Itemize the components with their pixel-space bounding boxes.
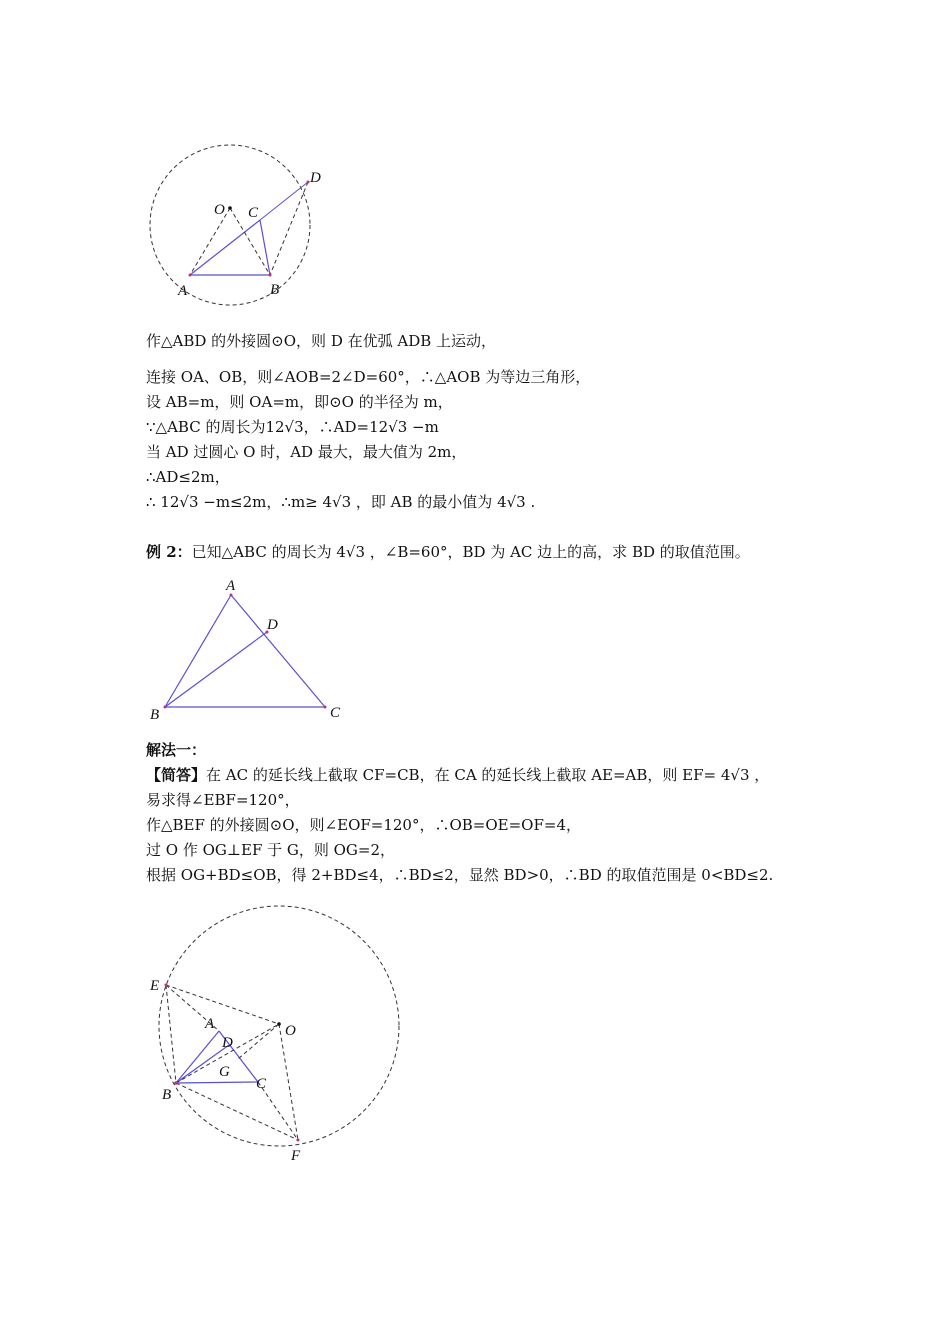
segment-cd <box>260 182 308 220</box>
point-b <box>269 274 272 277</box>
point-a <box>189 274 192 277</box>
point-o <box>277 1022 281 1026</box>
point-e <box>165 984 168 987</box>
segment-eo <box>166 985 279 1024</box>
solution-line-2: 易求得∠EBF=120°， <box>146 791 300 809</box>
text-line-5: 当 AD 过圆心 O 时，AD 最大，最大值为 2m， <box>146 443 467 461</box>
text-line-3: 设 AB=m，则 OA=m，即⊙O 的半径为 m， <box>146 393 453 411</box>
label-g: G <box>219 1064 230 1080</box>
segment-bc <box>176 1082 258 1083</box>
label-b: B <box>162 1087 172 1103</box>
label-o: O <box>285 1023 296 1039</box>
text-line-4: ∵△ABC 的周长为12√3，∴AD=12√3 −m <box>146 418 439 436</box>
segment-bd <box>165 632 267 707</box>
label-c: C <box>330 705 341 721</box>
point-c <box>324 706 327 709</box>
segment-cb <box>260 220 270 275</box>
figure-triangle-abc <box>140 575 360 725</box>
figure-2-svg <box>140 575 360 725</box>
segment-ba <box>165 595 231 707</box>
solution-line-1-text: 在 AC 的延长线上截取 CF=CB，在 CA 的延长线上截取 AE=AB，则 EF= 4√3 ， <box>206 766 770 784</box>
segment-oa <box>190 208 230 275</box>
solution-line-4: 过 O 作 OG⊥EF 于 G，则 OG=2， <box>146 841 396 859</box>
label-d: D <box>222 1035 233 1051</box>
solution-line-5: 根据 OG+BD≤OB，得 2+BD≤4，∴BD≤2，显然 BD>0，∴BD 的取值范围是 0<BD≤2. <box>146 866 774 884</box>
label-a: A <box>178 283 188 299</box>
label-b: B <box>150 707 160 723</box>
example-2-label: 例 2： <box>146 543 192 561</box>
figure-1-svg <box>140 160 340 310</box>
method-title: 解法一： <box>146 741 207 759</box>
point-f <box>297 1139 300 1142</box>
point-b <box>164 706 167 709</box>
label-f: F <box>291 1148 301 1164</box>
segment-ac <box>231 595 325 707</box>
figure-circle-abd <box>140 160 340 310</box>
figure-circle-bef <box>140 895 420 1175</box>
label-o: O <box>214 202 225 218</box>
solution-line-1 <box>146 765 769 785</box>
segment-of <box>279 1024 298 1140</box>
segment-eb <box>166 985 176 1083</box>
label-a: A <box>205 1016 215 1032</box>
label-d: D <box>267 617 278 633</box>
example-2-text: 已知△ABC 的周长为 4√3 ，∠B=60°，BD 为 AC 边上的高，求 BD 的取值范围。 <box>191 543 750 561</box>
text-line-6: ∴AD≤2m， <box>146 468 230 486</box>
solution-line-3: 作△BEF 的外接圆⊙O，则∠EOF=120°，∴OB=OE=OF=4， <box>146 816 581 834</box>
example-2 <box>146 542 750 562</box>
solution-label: 【简答】 <box>146 766 207 784</box>
circumcircle-abd <box>150 145 310 305</box>
label-b: B <box>270 282 280 298</box>
point-o <box>228 206 232 210</box>
segment-db <box>270 182 308 275</box>
label-e: E <box>150 978 160 994</box>
segment-og <box>238 1024 279 1059</box>
label-d: D <box>310 170 321 186</box>
text-line-2: 连接 OA、OB，则∠AOB=2∠D=60°，∴△AOB 为等边三角形， <box>146 368 591 386</box>
text-line-1: 作△ABD 的外接圆⊙O，则 D 在优弧 ADB 上运动， <box>146 332 497 350</box>
text-line-7: ∴ 12√3 −m≤2m，∴m≥ 4√3 ，即 AB 的最小值为 4√3 . <box>146 493 536 511</box>
label-c: C <box>248 205 259 221</box>
label-a: A <box>226 578 236 594</box>
figure-3-svg <box>140 895 420 1175</box>
point-b <box>174 1081 178 1085</box>
segment-ac <box>190 220 260 275</box>
label-c: C <box>256 1076 267 1092</box>
